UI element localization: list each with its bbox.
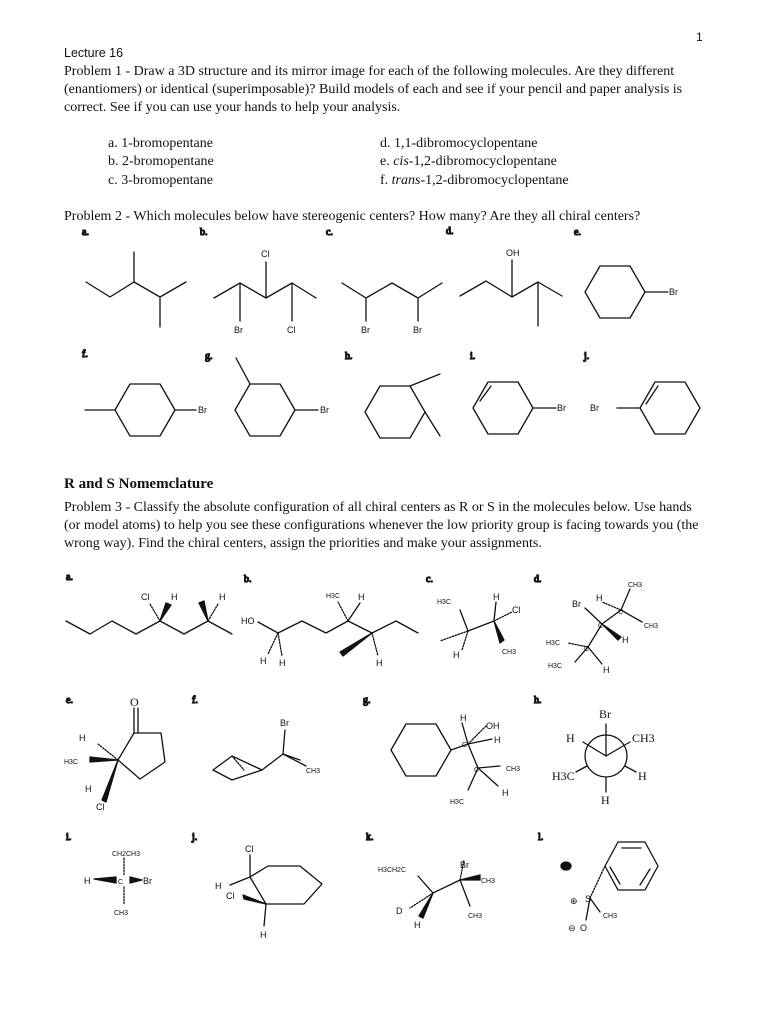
p3-label-c: c. [426,574,433,585]
p3-molecule-h [552,707,655,807]
p3h-h-bottom: H [601,793,610,807]
p3-molecule-k [378,860,495,930]
p3g-h3c: H3C [450,799,465,806]
problem-1-text: Problem 1 - Draw a 3D structure and its mirror image for each of the following molecules. Are they different (enantiomers) or identical (superimposable)? Build models of each and see if your pencil and paper analysis is correct. See if you can use your hands to help your analysis. [64,64,683,115]
p3j-cl: Cl [226,891,235,901]
p2-label-c: c. [326,227,333,238]
p3g-h-top: H [460,713,467,723]
p3g-h-right: H [494,735,501,745]
p3e-h3c: H3C [64,759,79,766]
p3d-h-2: H [622,635,629,645]
p3a-h-2: H [219,592,226,602]
p3i-ch2ch3: CH2CH3 [112,851,141,858]
p3b-h-right: H [279,658,286,668]
p3-molecule-e [64,695,165,812]
p3f-ch3: CH3 [306,768,321,775]
p3-molecule-b [241,592,418,668]
p3b-h-bottom: H [376,658,383,668]
problem-1-item-a: a. 1-bromopentane [108,136,213,151]
p2-label-i: i. [470,351,476,362]
p3b-ho: HO [241,616,255,626]
p3c-h-bottom: H [453,650,460,660]
p2-molecule-d [460,248,562,326]
problem-1-item-f: f. trans-1,2-dibromocyclopentane [380,173,569,188]
p3-molecule-d [546,582,658,675]
p3-label-f: f. [192,695,198,706]
p2f-br: Br [198,405,207,415]
p2-label-a: a. [82,227,89,238]
p3-label-i: i. [66,832,72,843]
p2-label-d: d. [446,226,454,237]
p3d-ch3-right: CH3 [644,623,659,630]
p3k-h: H [414,920,421,930]
p3d-c-2: C [598,623,604,630]
p3-molecule-a [66,592,232,634]
p2c-br-2: Br [413,325,422,335]
p2g-br: Br [320,405,329,415]
p3c-h3c: H3C [437,599,452,606]
p3k-ch3-right: CH3 [481,878,496,885]
p3-label-h: h. [534,695,542,706]
problem-1-item-e: e. cis-1,2-dibromocyclopentane [380,154,557,169]
p3h-br: Br [599,707,611,721]
p3b-h-left: H [260,656,267,666]
p3d-h3c-1: H3C [546,640,561,647]
p2-molecule-a [86,252,186,327]
problem-1-item-c: c. 3-bromopentane [108,173,213,188]
p3-label-b: b. [244,574,252,585]
p3c-h-top: H [493,592,500,602]
p2b-cl-top: Cl [261,249,270,259]
p2-molecule-i [473,382,566,434]
p3j-h-left: H [215,881,222,891]
p2-molecule-f [85,384,207,436]
p3g-c-1: C [462,742,468,749]
p3d-c-3: C [584,646,590,653]
p3-molecule-c [437,592,521,660]
p2-label-e: e. [574,227,581,238]
p3a-h-1: H [171,592,178,602]
p3c-ch3: CH3 [502,649,517,656]
problem-1-item-b: b. 2-bromopentane [108,154,214,169]
problem-1-item-d: d. 1,1-dibromocyclopentane [380,136,538,151]
problem-3-text: Problem 3 - Classify the absolute configuration of all chiral centers as R or S in the molecules below. Use hands (or model atoms) to help you see these configurations whenever the low priority group is facing towards you (the wrong way). Find the chiral centers, assign the priorities and make your assignments. [64,500,699,551]
p3k-h3ch2c: H3CH2C [378,867,407,874]
p2-label-h: h. [345,351,353,362]
p3d-h-3: H [603,665,610,675]
p3-label-l: l. [538,832,544,843]
p3g-ch3: CH3 [506,766,521,773]
p3k-ch3-bottom: CH3 [468,913,483,920]
p3g-h-bottom: H [502,788,509,798]
p2-molecule-c [342,283,442,335]
p3-molecule-j [215,844,322,940]
page-number: 1 [696,30,703,44]
p3i-br: Br [143,876,152,886]
p3e-h-1: H [79,733,86,743]
p3l-o: O [580,923,588,933]
p2-molecule-b [214,249,316,335]
p3i-c: C [118,879,124,886]
p3-label-e: e. [66,695,73,706]
section-heading: R and S Nomemclature [64,476,214,492]
p2-label-f: f. [82,349,88,360]
p3j-h-bottom: H [260,930,267,940]
p3e-o: O [130,695,139,709]
p3-label-g: g. [363,695,371,706]
p3d-c-1: C [618,609,624,616]
p2c-br-1: Br [361,325,370,335]
p3-molecule-g [391,713,520,806]
p2-molecule-j [590,382,700,434]
p3-label-a: a. [66,572,73,583]
p3l-plus-sign: ⊕ [570,896,578,906]
p3g-oh: OH [486,721,500,731]
p2-molecule-e [585,266,678,318]
p3d-ch3-top: CH3 [628,582,643,589]
p3e-h-2: H [85,784,92,794]
p3c-cl: Cl [512,605,521,615]
p2-molecule-h [365,374,440,438]
p3i-ch3: CH3 [114,910,129,917]
p3b-h3c: H3C [326,593,341,600]
p2b-cl: Cl [287,325,296,335]
p3-label-k: k. [366,832,374,843]
p3h-h-right: H [638,769,647,783]
p2-molecule-g [235,358,329,436]
p2d-oh: OH [506,248,520,258]
p3b-h-top: H [358,592,365,602]
p3-molecule-i [84,851,152,917]
p3-label-j: j. [192,832,198,843]
p3d-h3c-2: H3C [548,663,563,670]
p3l-minus-sign: ⊖ [568,923,576,933]
p3e-cl: Cl [96,802,105,812]
p3-molecule-f [213,718,320,780]
p3a-cl: Cl [141,592,150,602]
p2b-br: Br [234,325,243,335]
p3k-d: D [396,906,403,916]
p3i-h: H [84,876,91,886]
p3l-ch3: CH3 [603,913,618,920]
p3h-h-left: H [566,731,575,745]
p3f-br: Br [280,718,289,728]
p2-label-j: j. [584,351,590,362]
p2e-br: Br [669,287,678,297]
p3k-br: Br [460,860,469,870]
p3h-ch3: CH3 [632,731,655,745]
p3d-h-1: H [596,593,603,603]
p3l-s: S [585,894,592,904]
p3g-c-2: C [474,767,480,774]
p2j-br: Br [590,403,599,413]
p3j-cl-top: Cl [245,844,254,854]
problem-2-text: Problem 2 - Which molecules below have stereogenic centers? How many? Are they all chiral centers? [64,209,641,224]
p2-label-g: g. [205,351,213,362]
p2i-br: Br [557,403,566,413]
p3d-br: Br [572,599,581,609]
p3-molecule-l [561,842,658,933]
lecture-title: Lecture 16 [64,46,124,60]
p2-label-b: b. [200,227,208,238]
p3h-h3c: H3C [552,769,575,783]
p3-label-d: d. [534,574,542,585]
